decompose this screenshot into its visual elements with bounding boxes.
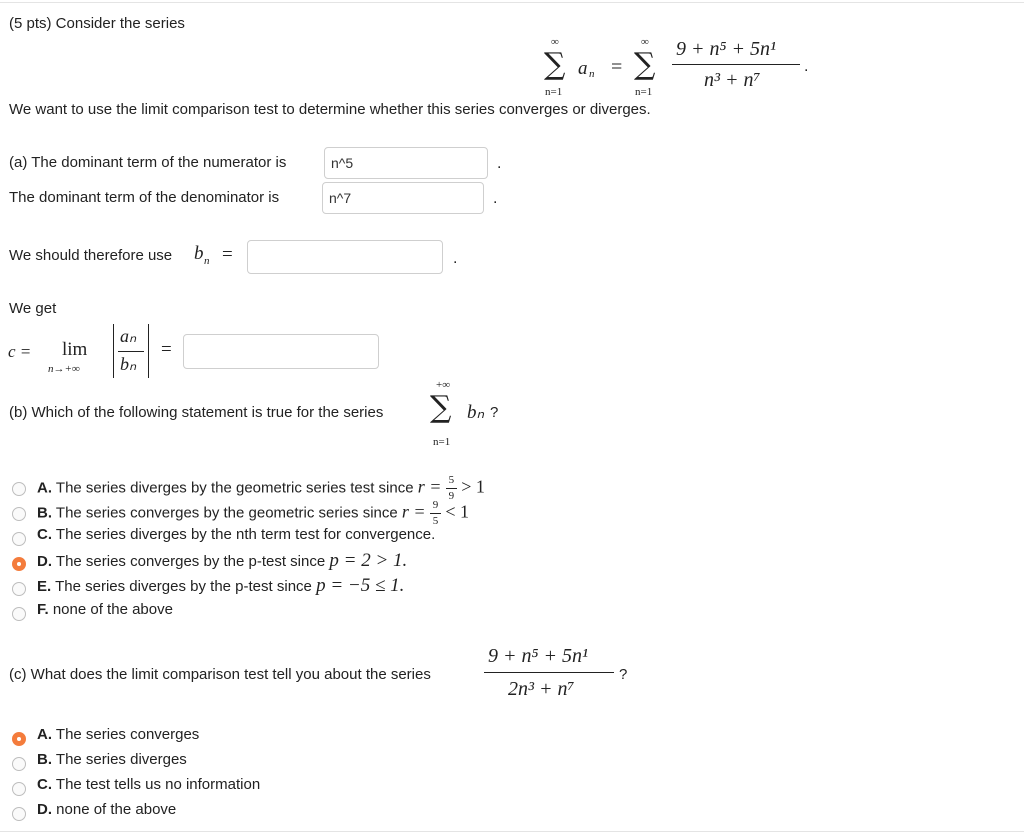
series-denominator: n³ + n⁷ bbox=[704, 69, 761, 91]
denominator-label: The dominant term of the denominator is bbox=[9, 189, 280, 206]
sum-symbol-2: ∑ bbox=[634, 47, 656, 82]
option-letter: B. bbox=[37, 504, 52, 522]
radio-c-a[interactable] bbox=[12, 732, 26, 746]
option-text: The series diverges bbox=[55, 751, 187, 768]
series-term-a: a bbox=[578, 58, 588, 79]
option-letter: C. bbox=[37, 526, 52, 543]
series-term-sub: n bbox=[589, 68, 595, 80]
bn-input[interactable] bbox=[247, 240, 443, 274]
series-period: . bbox=[804, 58, 809, 75]
option-letter: A. bbox=[37, 726, 52, 743]
option-text: The test tells us no information bbox=[55, 776, 261, 793]
option-b-e bbox=[37, 575, 404, 597]
option-math: r = bbox=[401, 501, 426, 522]
option-math: p = −5 ≤ 1. bbox=[316, 575, 405, 596]
abs-bar-left bbox=[113, 324, 114, 378]
radio-b-a[interactable] bbox=[12, 482, 26, 496]
limit-frac-den: bₙ bbox=[120, 354, 137, 374]
option-c-c bbox=[37, 776, 260, 793]
option-math-2: < 1 bbox=[445, 501, 470, 522]
part-b-qmark: ? bbox=[490, 404, 499, 421]
option-math: r = bbox=[417, 476, 442, 497]
sum-upper-2: ∞ bbox=[641, 36, 649, 48]
option-math: p = 2 > 1. bbox=[329, 550, 408, 571]
option-text: The series converges by the p-test since bbox=[55, 553, 326, 570]
radio-b-c[interactable] bbox=[12, 532, 26, 546]
sum-lower-2: n=1 bbox=[635, 86, 653, 98]
sum-symbol-1: ∑ bbox=[544, 47, 566, 82]
radio-c-d[interactable] bbox=[12, 807, 26, 821]
denominator-period: . bbox=[493, 190, 498, 207]
option-letter: C. bbox=[37, 776, 52, 793]
frac-num: 9 bbox=[430, 500, 442, 514]
limit-frac-num: aₙ bbox=[120, 326, 137, 346]
part-c-denominator: 2n³ + n⁷ bbox=[508, 678, 575, 700]
abs-bar-right bbox=[148, 324, 149, 378]
option-fraction bbox=[446, 475, 458, 502]
part-c-question: (c) What does the limit comparison test tell you about the series bbox=[9, 666, 431, 683]
option-letter: D. bbox=[37, 553, 52, 570]
radio-c-b[interactable] bbox=[12, 757, 26, 771]
option-text: none of the above bbox=[56, 801, 177, 818]
option-text: The series diverges by the geometric series test since bbox=[55, 479, 414, 497]
bn-symbol: b bbox=[194, 243, 204, 264]
option-text: The series converges by the geometric series since bbox=[55, 504, 398, 522]
part-c-numerator: 9 + n⁵ + 5n¹ bbox=[488, 645, 588, 667]
option-text: none of the above bbox=[52, 601, 173, 618]
part-b-question: (b) Which of the following statement is true for the series bbox=[9, 404, 384, 421]
option-letter: A. bbox=[37, 479, 52, 497]
option-c-a bbox=[37, 726, 199, 743]
lim-subscript: n→+∞ bbox=[48, 363, 80, 375]
series-equals: = bbox=[611, 56, 623, 78]
frac-num: 5 bbox=[446, 475, 458, 489]
radio-b-e[interactable] bbox=[12, 582, 26, 596]
part-b-sum-upper: +∞ bbox=[436, 379, 451, 391]
we-get-label: We get bbox=[9, 300, 57, 317]
bn-period: . bbox=[453, 250, 458, 267]
series-fraction-bar bbox=[672, 64, 800, 65]
top-border bbox=[0, 2, 1024, 3]
limit-value-input[interactable] bbox=[183, 334, 379, 369]
option-b-f bbox=[37, 601, 173, 618]
option-b-a bbox=[37, 475, 485, 502]
denominator-term-input[interactable] bbox=[322, 182, 484, 214]
bn-subscript: n bbox=[204, 255, 210, 267]
sum-upper-1: ∞ bbox=[551, 36, 559, 48]
frac-den: 9 bbox=[448, 490, 455, 502]
option-c-b bbox=[37, 751, 187, 768]
limit-equals: = bbox=[161, 339, 172, 360]
intro-text: We want to use the limit comparison test to determine whether this series converges or diverges. bbox=[9, 101, 651, 118]
bottom-border bbox=[0, 831, 1024, 832]
option-b-d bbox=[37, 550, 407, 572]
option-text: The series diverges by the p-test since bbox=[55, 578, 312, 595]
option-letter: B. bbox=[37, 751, 52, 768]
lim-text: lim bbox=[62, 339, 88, 360]
option-c-d bbox=[37, 801, 176, 818]
bn-equals: = bbox=[222, 244, 233, 265]
option-b-c bbox=[37, 526, 435, 543]
bn-label: We should therefore use bbox=[9, 247, 173, 264]
radio-b-d[interactable] bbox=[12, 557, 26, 571]
part-b-sum-symbol: ∑ bbox=[430, 390, 452, 425]
radio-b-b[interactable] bbox=[12, 507, 26, 521]
part-b-sum-term: bₙ bbox=[467, 402, 485, 423]
option-text: The series converges bbox=[55, 726, 200, 743]
numerator-period: . bbox=[497, 155, 502, 172]
c-label: c = bbox=[8, 342, 32, 361]
part-c-fraction-bar bbox=[484, 672, 614, 673]
radio-b-f[interactable] bbox=[12, 607, 26, 621]
option-text: The series diverges by the nth term test for convergence. bbox=[55, 526, 436, 543]
series-numerator: 9 + n⁵ + 5n¹ bbox=[676, 38, 776, 60]
option-math-2: > 1 bbox=[461, 476, 485, 497]
radio-c-c[interactable] bbox=[12, 782, 26, 796]
frac-den: 5 bbox=[432, 515, 439, 527]
problem-title: (5 pts) Consider the series bbox=[9, 15, 185, 32]
numerator-label: (a) The dominant term of the numerator is bbox=[9, 154, 287, 171]
option-letter: D. bbox=[37, 801, 52, 818]
limit-frac-bar bbox=[118, 351, 144, 352]
option-letter: F. bbox=[37, 601, 49, 618]
option-fraction bbox=[430, 500, 442, 527]
part-c-qmark: ? bbox=[619, 666, 628, 683]
option-letter: E. bbox=[37, 578, 52, 595]
sum-lower-1: n=1 bbox=[545, 86, 563, 98]
part-b-sum-lower: n=1 bbox=[433, 436, 451, 448]
numerator-term-input[interactable] bbox=[324, 147, 488, 179]
option-b-b bbox=[37, 500, 469, 527]
